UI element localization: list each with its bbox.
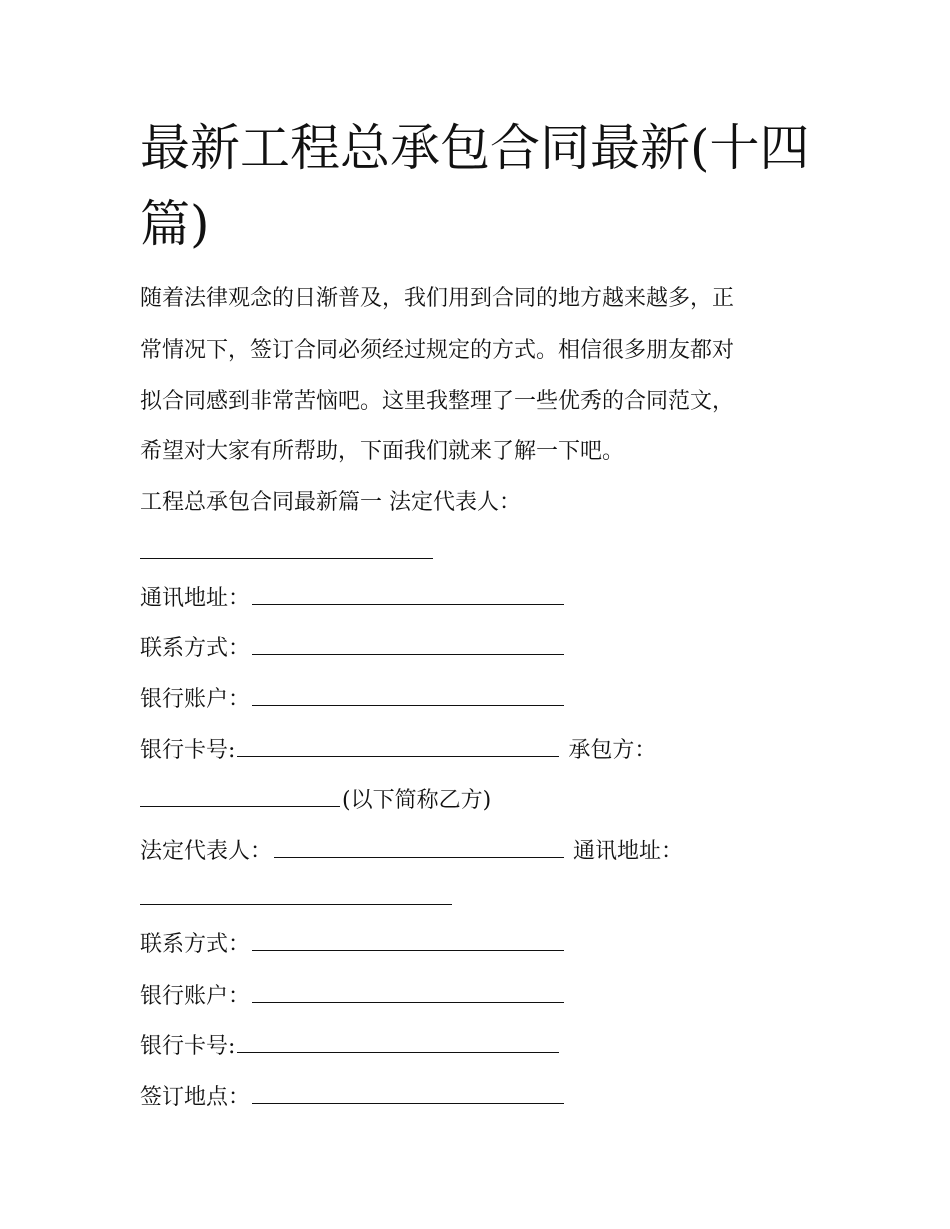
- bank-card-b-line: [140, 1030, 830, 1062]
- contact-b-blank: [252, 928, 564, 951]
- contact-b-line: [140, 928, 830, 960]
- intro-line-1: 随着法律观念的日渐普及，我们用到合同的地方越来越多，正: [140, 286, 735, 311]
- legal-rep-b-line: [140, 835, 830, 867]
- legal-rep-b-blank: [274, 835, 564, 858]
- legal-rep-a-label: 法定代表人：: [389, 490, 522, 515]
- bank-card-a-blank: [237, 734, 559, 757]
- section-heading-line: [140, 488, 830, 518]
- address-a-label: 通讯地址：: [140, 586, 251, 611]
- contact-a-line: [140, 632, 830, 664]
- bank-account-b-blank: [252, 980, 564, 1003]
- intro-line-3: 拟合同感到非常苦恼吧。这里我整理了一些优秀的合同范文，: [140, 389, 735, 414]
- section-heading: 工程总承包合同最新篇一: [140, 490, 383, 515]
- contractor-blank: [140, 784, 340, 807]
- intro-line-4: 希望对大家有所帮助，下面我们就来了解一下吧。: [140, 439, 625, 464]
- address-a-blank: [252, 582, 564, 605]
- signing-place-line: [140, 1081, 830, 1113]
- address-b-blank: [140, 882, 452, 905]
- legal-rep-a-blank-line: [140, 536, 830, 568]
- bank-account-a-blank: [252, 683, 564, 706]
- contractor-label: 承包方：: [568, 738, 657, 763]
- bank-account-b-label: 银行账户：: [140, 984, 251, 1009]
- contact-a-label: 联系方式：: [140, 636, 251, 661]
- bank-card-a-line: [140, 734, 830, 766]
- party-b-note: (以下简称乙方): [342, 788, 492, 813]
- contact-b-label: 联系方式：: [140, 932, 251, 957]
- address-b-label: 通讯地址：: [573, 839, 684, 864]
- intro-line-2: 常情况下，签订合同必须经过规定的方式。相信很多朋友都对: [140, 338, 735, 363]
- bank-account-a-label: 银行账户：: [140, 687, 251, 712]
- address-a-line: [140, 582, 830, 614]
- document-title: 最新工程总承包合同最新(十四篇): [140, 119, 810, 253]
- bank-card-b-blank: [237, 1030, 559, 1053]
- bank-account-b-line: [140, 980, 830, 1012]
- signing-place-blank: [252, 1081, 564, 1104]
- signing-place-label: 签订地点：: [140, 1085, 251, 1110]
- legal-rep-b-label: 法定代表人：: [140, 839, 273, 864]
- contractor-line: [140, 784, 830, 816]
- contact-a-blank: [252, 632, 564, 655]
- address-b-blank-line: [140, 882, 830, 914]
- bank-card-b-label: 银行卡号:: [140, 1034, 236, 1059]
- bank-account-a-line: [140, 683, 830, 715]
- legal-rep-a-blank: [140, 536, 433, 559]
- bank-card-a-label: 银行卡号:: [140, 738, 236, 763]
